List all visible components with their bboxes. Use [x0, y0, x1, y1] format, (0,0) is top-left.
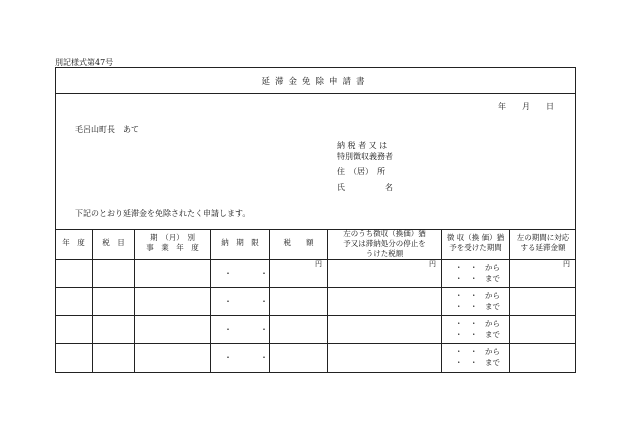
- header-tax-amount: 税 額: [283, 238, 314, 247]
- header-tax-item: 税 目: [102, 238, 125, 247]
- application-statement: 下記のとおり延滞金を免除されたく申請します。: [75, 209, 251, 218]
- yen-unit: 円: [429, 260, 436, 268]
- header-period: 期 （月） 別 事 業 年 度: [146, 233, 199, 252]
- due-date-placeholder: ・ ・: [224, 353, 278, 362]
- applicant-label-1: 納 税 者 又 は: [337, 141, 388, 150]
- title-divider: [55, 93, 576, 94]
- form-title: 延滞金免除申請書: [261, 77, 370, 87]
- date-month-label: 月: [522, 102, 530, 111]
- form-number: 別記様式第47号: [55, 58, 114, 67]
- col-divider: [92, 229, 93, 373]
- due-date-placeholder: ・ ・: [224, 297, 278, 306]
- header-due-date: 納 期 限: [221, 238, 259, 247]
- col-divider: [210, 229, 211, 373]
- yen-unit: 円: [315, 260, 322, 268]
- date-day-label: 日: [546, 102, 554, 111]
- due-date-placeholder: ・ ・: [224, 325, 278, 334]
- header-late-fee: 左の期間に対応 する延滞金額: [516, 233, 570, 252]
- name-label: 氏 名: [337, 183, 393, 192]
- date-year-label: 年: [498, 102, 506, 111]
- grace-period-range: ・ ・ から ・ ・ まで: [455, 319, 500, 339]
- applicant-label-2: 特別徴収義務者: [337, 152, 393, 161]
- header-year: 年 度: [62, 238, 85, 247]
- header-grace-period: 徴 収（換 価）猶 予を受けた期間: [446, 233, 505, 252]
- header-suspended-amount: 左のうち徴収（換価）猶 予又は滞納処分の停止を うけた税額: [343, 229, 426, 258]
- grace-period-range: ・ ・ から ・ ・ まで: [455, 347, 500, 367]
- grace-period-range: ・ ・ から ・ ・ まで: [455, 263, 500, 283]
- grace-period-range: ・ ・ から ・ ・ まで: [455, 291, 500, 311]
- yen-unit: 円: [563, 260, 570, 268]
- address-label: 住 （居） 所: [337, 167, 385, 176]
- addressee: 毛呂山町長 あて: [75, 125, 139, 134]
- due-date-placeholder: ・ ・: [224, 269, 278, 278]
